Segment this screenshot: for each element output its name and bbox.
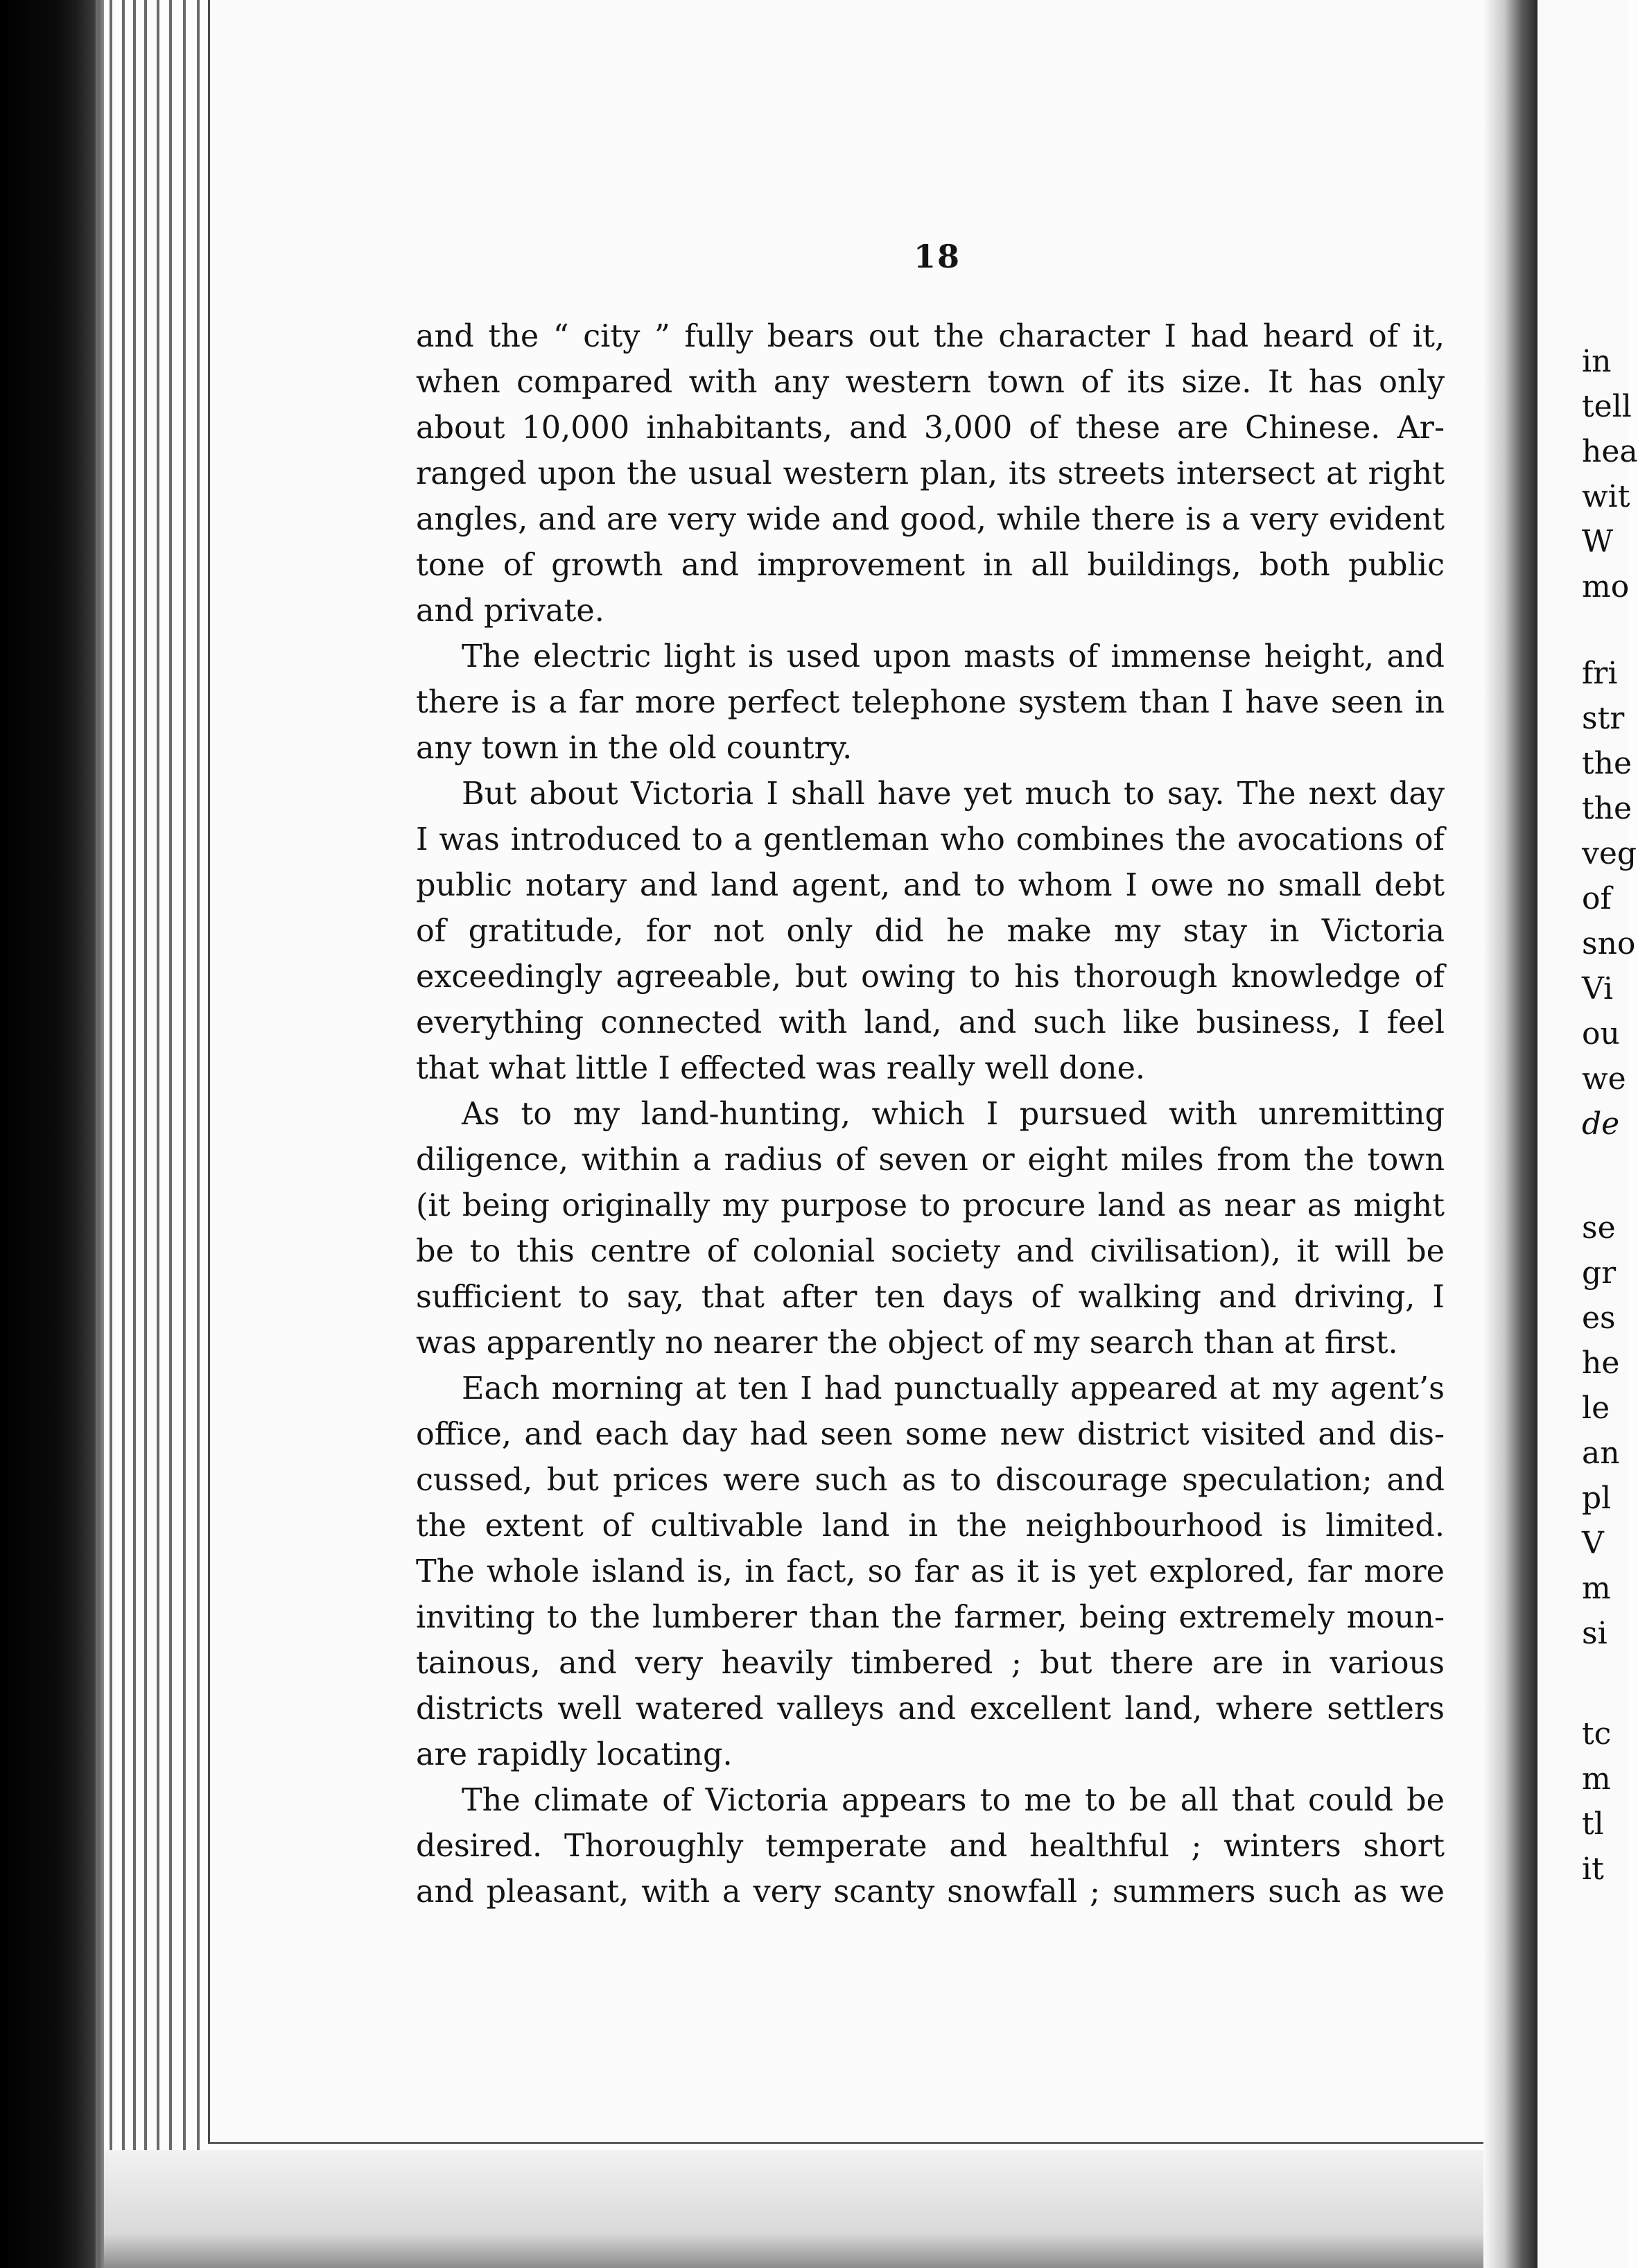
text-line: tainous, and very heavily timbered ; but there are in various <box>416 1646 1445 1681</box>
text-line: I was introduced to a gentleman who combines the avocations of <box>416 822 1445 857</box>
text-line: (it being originally my purpose to procure land as near as might <box>416 1188 1445 1223</box>
facing-page-fragment: se <box>1582 1210 1616 1246</box>
page-bottom-shadow <box>104 2150 1490 2268</box>
text-line: desired. Thoroughly temperate and healthful ; winters short <box>416 1829 1445 1864</box>
facing-page-fragment: wit <box>1582 479 1630 514</box>
facing-page-fragment: mo <box>1582 569 1630 604</box>
facing-page-fragment: he <box>1582 1345 1620 1381</box>
text-line: are rapidly locating. <box>416 1737 733 1772</box>
facing-page-fragment: si <box>1582 1616 1607 1651</box>
book-binding-edge <box>0 0 104 2268</box>
facing-page-fragment: tc <box>1582 1716 1612 1752</box>
text-line: any town in the old country. <box>416 731 853 766</box>
facing-page-fragment: hea <box>1582 434 1638 469</box>
text-line: and pleasant, with a very scanty snowfall ; summers such as we <box>416 1874 1445 1910</box>
text-line: districts well watered valleys and excellent land, where settlers <box>416 1691 1445 1727</box>
paragraph <box>416 1366 1445 1778</box>
text-line: As to my land-hunting, which I pursued with unremitting <box>462 1097 1445 1132</box>
text-line: exceedingly agreeable, but owing to his thorough knowledge of <box>416 959 1445 995</box>
text-line: and private. <box>416 593 604 629</box>
facing-page-fragment: m <box>1582 1761 1611 1797</box>
facing-page-fragment: the <box>1582 791 1632 826</box>
facing-page-fragment: in <box>1582 344 1612 379</box>
facing-page-fragment: W <box>1582 524 1614 559</box>
text-line: be to this centre of colonial society and civilisation), it will be <box>416 1234 1445 1269</box>
paragraph <box>416 314 1445 634</box>
facing-page-fragment: V <box>1582 1526 1604 1561</box>
facing-page-fragment: veg <box>1582 836 1637 871</box>
facing-page-fragment: we <box>1582 1061 1626 1097</box>
facing-page-fragment: Vi <box>1582 971 1614 1006</box>
text-line: The electric light is used upon masts of immense height, and <box>462 639 1445 674</box>
facing-page-fragment: es <box>1582 1300 1616 1336</box>
text-line: angles, and are very wide and good, while there is a very evident <box>416 502 1445 537</box>
facing-page-fragment: the <box>1582 746 1632 781</box>
stacked-page-edges <box>90 0 215 2268</box>
paragraph <box>416 771 1445 1092</box>
text-line: everything connected with land, and such like business, I feel <box>416 1005 1445 1040</box>
facing-page-fragment: sno <box>1582 926 1636 961</box>
facing-page-fragment: ou <box>1582 1016 1620 1052</box>
facing-page-fragment: tell <box>1582 389 1632 424</box>
paragraph <box>416 634 1445 771</box>
text-line: of gratitude, for not only did he make my stay in Victoria <box>416 914 1445 949</box>
book-gutter <box>1483 0 1539 2268</box>
facing-page-fragment: m <box>1582 1571 1611 1606</box>
paragraph <box>416 1778 1445 1915</box>
text-line: was apparently no nearer the object of my search than at first. <box>416 1325 1398 1361</box>
text-line: there is a far more perfect telephone system than I have seen in <box>416 685 1445 720</box>
body-text <box>416 314 1445 1915</box>
facing-page-fragment: le <box>1582 1390 1610 1426</box>
text-line: public notary and land agent, and to whom I owe no small debt <box>416 868 1445 903</box>
text-line: tone of growth and improvement in all buildings, both public <box>416 548 1445 583</box>
text-line: cussed, but prices were such as to discourage speculation; and <box>416 1463 1445 1498</box>
text-line: that what little I effected was really well done. <box>416 1051 1146 1086</box>
facing-page-fragment: str <box>1582 701 1625 736</box>
text-line: sufficient to say, that after ten days of walking and driving, I <box>416 1280 1445 1315</box>
facing-page-fragment: of <box>1582 881 1612 916</box>
text-line: Each morning at ten I had punctually appeared at my agent’s <box>462 1371 1445 1406</box>
text-line: office, and each day had seen some new district visited and dis- <box>416 1417 1445 1452</box>
text-line: the extent of cultivable land in the neighbourhood is limited. <box>416 1508 1445 1544</box>
facing-page-fragment: an <box>1582 1436 1620 1471</box>
text-line: about 10,000 inhabitants, and 3,000 of these are Chinese. Ar- <box>416 410 1445 446</box>
text-line: and the “ city ” fully bears out the character I had heard of it, <box>416 319 1445 354</box>
facing-page-fragment: fri <box>1582 656 1618 691</box>
facing-page-fragment: tl <box>1582 1806 1604 1842</box>
facing-page-fragment: gr <box>1582 1255 1617 1291</box>
facing-page-fragment: pl <box>1582 1481 1612 1516</box>
text-line: But about Victoria I shall have yet much to say. The next day <box>462 776 1445 812</box>
text-line: when compared with any western town of its size. It has only <box>416 365 1445 400</box>
text-line: diligence, within a radius of seven or eight miles from the town <box>416 1142 1445 1178</box>
text-line: The climate of Victoria appears to me to be all that could be <box>462 1783 1445 1818</box>
paragraph <box>416 1092 1445 1366</box>
facing-page-fragment: de <box>1582 1106 1620 1142</box>
text-line: inviting to the lumberer than the farmer, being extremely moun- <box>416 1600 1445 1635</box>
text-line: The whole island is, in fact, so far as it is yet explored, far more <box>416 1554 1445 1589</box>
page-number: 18 <box>914 238 961 275</box>
facing-page-fragment: it <box>1582 1851 1604 1887</box>
text-line: ranged upon the usual western plan, its streets intersect at right <box>416 456 1445 491</box>
